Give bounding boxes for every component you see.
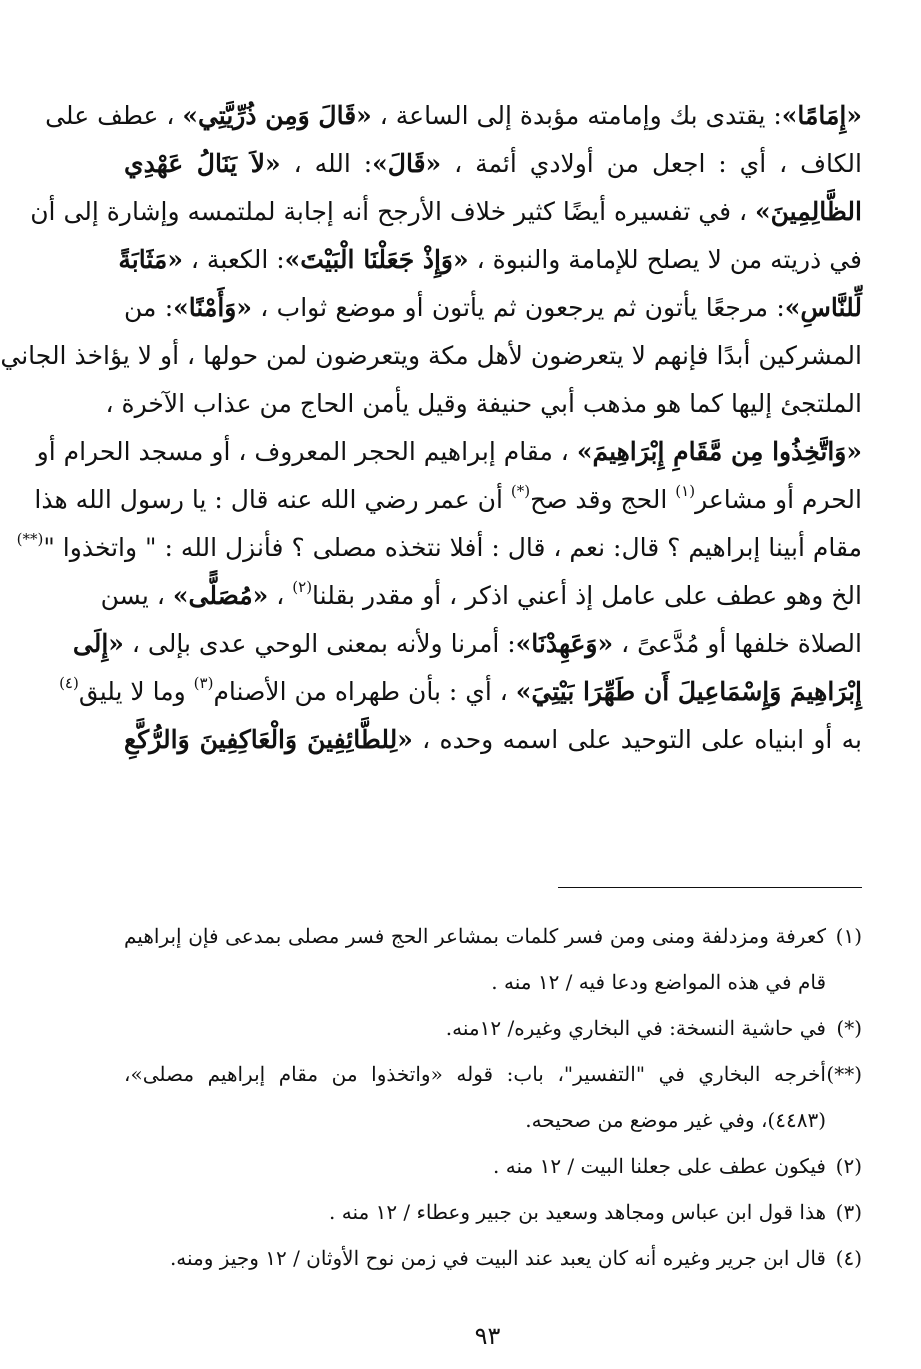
- text-line: «إِمَامًا»: يقتدى بك وإمامته مؤبدة إلى الساعة ، «قَالَ وَمِن ذُرِّيَّتِي» ، عطف على: [45, 101, 862, 130]
- footnote-ref[interactable]: (*): [510, 482, 531, 500]
- footnote-line: (٤٤٨٣)، وفي غير موضع من صحيحه.: [525, 1108, 826, 1132]
- page-number: ٩٣: [474, 1322, 501, 1350]
- text-line: به أو ابنياه على التوحيد على اسمه وحده ، «لِلطَّائِفِينَ وَالْعَاكِفِينَ وَالرُّكَّعِ: [124, 725, 862, 754]
- text-line: مقام أبينا إبراهيم ؟ قال: نعم ، قال : أفلا نتخذه مصلى ؟ فأنزل الله : " واتخذوا "(**): [16, 530, 862, 562]
- footnote-marker: (١): [835, 924, 862, 948]
- quran-quote: «وَعَهِدْنَا»: [515, 629, 614, 658]
- footnote-line: (٢)فيكون عطف على جعلنا البيت / ١٢ منه .: [124, 1143, 862, 1189]
- text-line: لِّلنَّاسِ»: مرجعًا يأتون ثم يرجعون ثم يأتون أو موضع ثواب ، «وَأَمْنًا»: من: [124, 293, 862, 322]
- quran-quote: «مَثَابَةً: [118, 245, 183, 274]
- quran-quote: «مُصَلًّى»: [172, 581, 269, 610]
- quran-quote: «إِمَامًا»: [781, 101, 862, 130]
- text-line: الحرم أو مشاعر$^{(١)}$ الحج وقد صح(*) أن عمر رضي الله عنه قال : يا رسول الله هذا: [34, 482, 862, 514]
- text-line: الخ وهو عطف على عامل إذ أعني اذكر ، أو مقدر بقلنا$^{(٢)}$ ، «مُصَلًّى» ، يسن: [100, 578, 862, 610]
- quran-quote: «قَالَ وَمِن ذُرِّيَّتِي»: [182, 101, 372, 130]
- quran-quote: الظَّالِمِينَ»: [755, 197, 862, 226]
- main-text: [0, 92, 862, 764]
- footnote-marker: (٣): [835, 1200, 862, 1224]
- footnote-marker: (٤): [835, 1246, 862, 1270]
- quran-quote: «قَالَ»: [372, 149, 442, 178]
- quran-quote: «وَأَمْنًا»: [173, 293, 252, 322]
- quran-quote: إِبْرَاهِيمَ وَإِسْمَاعِيلَ أَن طَهِّرَا بَيْتِيَ»: [515, 677, 862, 706]
- quran-quote: «وَاتَّخِذُوا مِن مَّقَامِ إِبْرَاهِيمَ»: [576, 437, 862, 466]
- footnote-line: (١)كعرفة ومزدلفة ومنى ومن فسر كلمات بمشاعر الحج فسر مصلى بمدعى فإن إبراهيم: [124, 913, 862, 959]
- footnote-line: (**)أخرجه البخاري في "التفسير"، باب: قوله «واتخذوا من مقام إبراهيم مصلى»،: [124, 1051, 862, 1097]
- footnote-ref[interactable]: (**): [16, 530, 44, 548]
- footnote-ref[interactable]: (١): [675, 482, 696, 500]
- text-line: في ذريته من لا يصلح للإمامة والنبوة ، «وَإِذْ جَعَلْنَا الْبَيْتَ»: الكعبة ، «مَثَابَةً: [118, 245, 862, 274]
- text-line: المشركين أبدًا فإنهم لا يتعرضون لأهل مكة ويتعرضون لمن حولها ، أو لا يؤاخذ الجاني: [0, 341, 862, 370]
- footnote-marker: (**): [826, 1062, 862, 1086]
- text-line: الكاف ، أي : اجعل من أولادي أئمة ، «قَالَ»: الله ، «لاَ يَنَالُ عَهْدِي: [124, 149, 862, 178]
- quran-quote: «إِلَى: [72, 629, 124, 658]
- text-line: الملتجئ إليها كما هو مذهب أبي حنيفة وقيل يأمن الحاج من عذاب الآخرة ،: [105, 389, 862, 418]
- footnote-line: قام في هذه المواضع ودعا فيه / ١٢ منه .: [491, 970, 826, 994]
- footnote-ref[interactable]: (٢): [292, 578, 313, 596]
- footnote-marker: (*): [836, 1016, 862, 1040]
- footnotes: [124, 913, 862, 1281]
- footnote-line: (٤)قال ابن جرير وغيره أنه كان يعبد عند البيت في زمن نوح الأوثان / ١٢ وجيز ومنه.: [124, 1235, 862, 1281]
- quran-quote: لِّلنَّاسِ»: [784, 293, 862, 322]
- footnote-ref[interactable]: (٤): [59, 674, 79, 692]
- text-line: «وَاتَّخِذُوا مِن مَّقَامِ إِبْرَاهِيمَ» ، مقام إبراهيم الحجر المعروف ، أو مسجد الحرام أو: [36, 437, 862, 466]
- text-line: الظَّالِمِينَ» ، في تفسيره أيضًا كثير خلاف الأرجح أنه إجابة لملتمسه وإشارة إلى أن: [30, 197, 862, 226]
- quran-quote: «لاَ يَنَالُ عَهْدِي: [124, 149, 281, 178]
- text-line: إِبْرَاهِيمَ وَإِسْمَاعِيلَ أَن طَهِّرَا بَيْتِيَ» ، أي : بأن طهراه من الأصنام$^{(٣)}$ وما لا يليق$^{(٤)}$: [59, 674, 862, 706]
- footnote-ref[interactable]: (٣): [193, 674, 214, 692]
- footnote-line: (٣)هذا قول ابن عباس ومجاهد وسعيد بن جبير وعطاء / ١٢ منه .: [124, 1189, 862, 1235]
- quran-quote: «لِلطَّائِفِينَ وَالْعَاكِفِينَ وَالرُّكَّعِ: [124, 725, 413, 754]
- text-line: الصلاة خلفها أو مُدَّعىً ، «وَعَهِدْنَا»: أمرنا ولأنه بمعنى الوحي عدى بإلى ، «إِلَى: [72, 629, 862, 658]
- quran-quote: «وَإِذْ جَعَلْنَا الْبَيْتَ»: [284, 245, 469, 274]
- footnote-separator: [558, 887, 862, 888]
- footnote-line: (*)في حاشية النسخة: في البخاري وغيره/ ١٢منه.: [124, 1005, 862, 1051]
- footnote-marker: (٢): [835, 1154, 862, 1178]
